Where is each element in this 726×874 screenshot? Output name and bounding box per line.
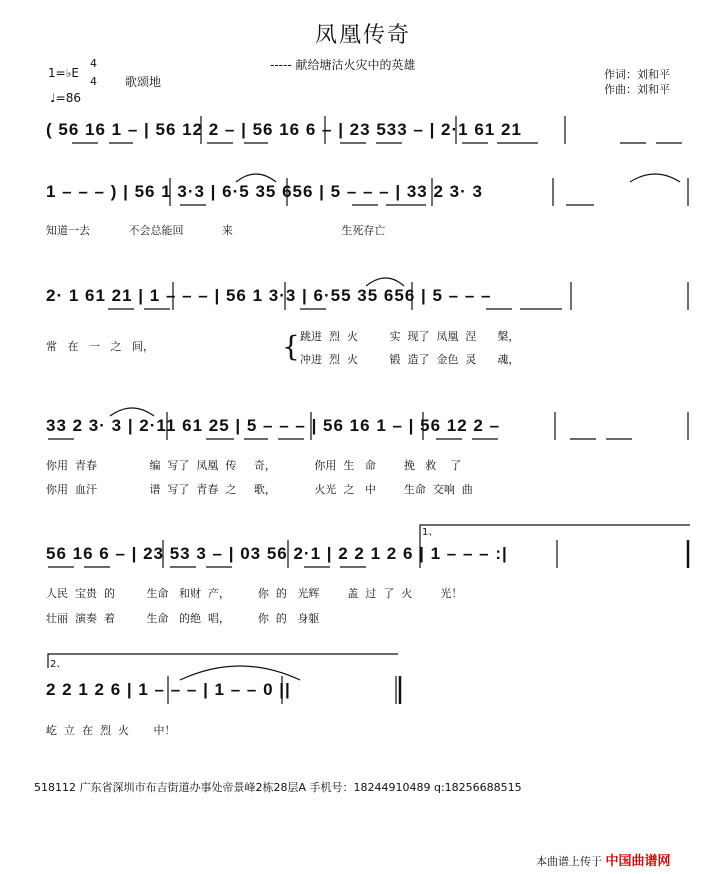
verse-brace: { [282,330,300,363]
score-row-2-notes: 1 – – – ) | 56 1 3·3 | 6·5 35 656 | 5 – – – | 33 2 3· 3 [46,182,483,201]
ending-1-label: 1、 [422,527,439,538]
key-signature: 1=♭E [48,66,79,80]
score-row-6-notes: 2 2 1 2 6 | 1 – – – | 1 – – 0 || [46,680,291,699]
score-row-4-notes: 33 2 3· 3 | 2·11 61 25 | 5 – – – | 56 16 1 – | 56 12 2 – [46,416,501,435]
score-row-5-notes: 56 16 6 – | 23 53 3 – | 03 56 2·1 | 2 2 1 2 6 | 1 – – – :| [46,544,508,563]
lyrics-row-6: 屹 立 在 烈 火 中！ [46,724,176,737]
lyrics-row-2: 知道一去 不会总能回 来 生死存亡 [46,224,386,237]
slur [236,174,276,182]
volta-2-bracket [48,654,398,668]
volta-1-bracket [420,525,690,540]
lyrics-row-5-a: 人民 宝贵 的 生命 和财 产， 你 的 光辉 盖 过 了 火 光！ [46,587,463,600]
contact-info: 518112 广东省深圳市布吉街道办事处帝景峰2栋28层A 手机号：18244910489 q:18256688515 [34,781,522,794]
style-marking: 歌颂地 [125,75,162,89]
time-signature-top: 4 [90,57,97,70]
lyrics-row-4-a: 你用 青春 编 写了 凤凰 传 奇， 你用 生 命 挽 救 了 [46,459,462,472]
lyricist-credit: 作词：刘和平 [604,68,670,81]
lyrics-row-4-b: 你用 血汗 谱 写了 青春 之 歌， 火光 之 中 生命 交响 曲 [46,483,473,496]
song-subtitle: ----- 献给塘沽火灾中的英雄 [270,58,416,72]
time-signature-bottom: 4 [90,75,97,88]
lyrics-row-3-a: 常 在 一 之 间， [46,340,154,353]
lyrics-row-3-b: 跳进 烈 火 实 现了 凤凰 涅 槃， [300,330,520,343]
upload-label: 本曲谱上传于 [536,855,602,868]
tempo-marking: ♩=86 [50,91,81,105]
song-title: 凤凰传奇 [314,23,411,48]
brand-logo-text: 中国曲谱网 [605,854,671,869]
slur [366,278,404,286]
slur [630,174,680,182]
lyrics-row-5-b: 壮丽 演奏 着 生命 的绝 唱， 你 的 身躯 [46,612,320,625]
ending-2-label: 2、 [50,659,67,670]
lyrics-row-3-c: 冲进 烈 火 锻 造了 金色 灵 魂， [300,353,520,366]
slur [110,408,154,416]
score-row-3-notes: 2· 1 61 21 | 1 – – – | 56 1 3·3 | 6·55 35 656 | 5 – – – [46,286,492,305]
source-watermark [536,850,671,869]
composer-credit: 作曲：刘和平 [604,83,670,96]
score-row-1-notes: ( 56 16 1 – | 56 12 2 – | 56 16 6 – | 23 533 – | 2·1 61 21 [46,120,522,139]
